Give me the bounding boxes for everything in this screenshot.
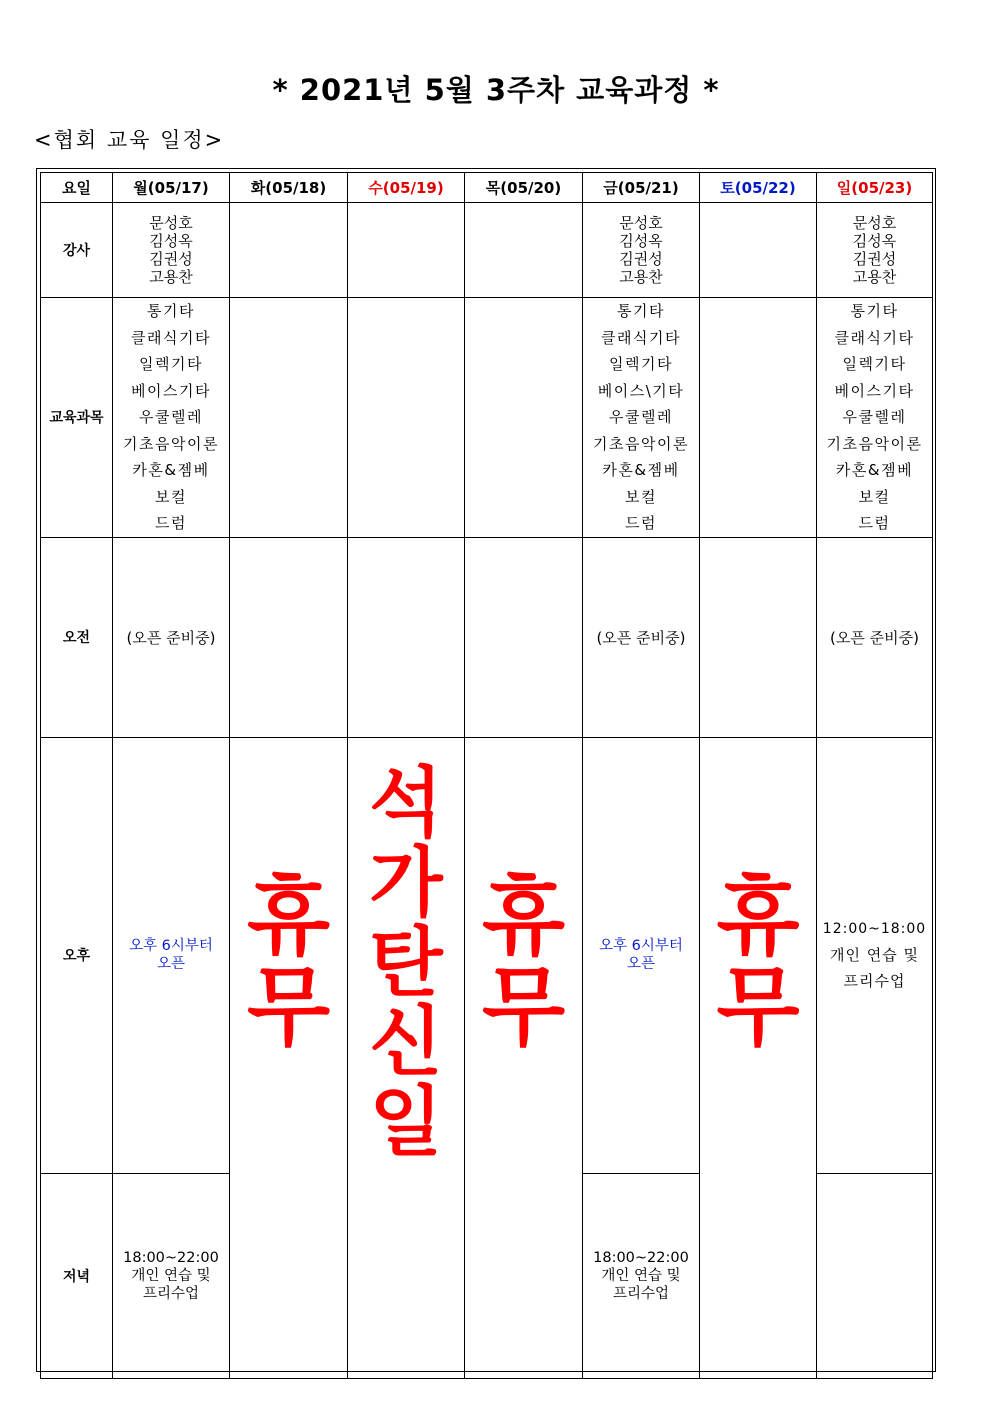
courses-row <box>41 298 933 538</box>
empty-cell <box>230 298 348 538</box>
empty-cell <box>465 203 583 298</box>
afternoon-fri: 오후 6시부터 오픈 <box>583 737 700 1173</box>
afternoon-sun: 12:00~18:00 개인 연습 및 프리수업 <box>817 737 933 1173</box>
empty-cell <box>348 298 465 538</box>
courses-sun: 통기타 클래식기타 일렉기타 베이스기타 우쿨렐레 기초음악이론 카혼&젬베 보컬 드럼 <box>817 298 933 538</box>
morning-sun: (오픈 준비중) <box>817 537 933 737</box>
empty-cell <box>817 1173 933 1378</box>
empty-cell <box>700 298 817 538</box>
row-label-courses: 교육과목 <box>41 298 113 538</box>
row-label-morning: 오전 <box>41 537 113 737</box>
holiday-wed: 석 가 탄 신 일 <box>348 737 465 1378</box>
header-tue: 화(05/18) <box>230 173 348 203</box>
afternoon-row <box>41 737 933 1173</box>
page-title: * 2021년 5월 3주차 교육과정 * <box>272 73 720 107</box>
empty-cell <box>230 203 348 298</box>
instructors-sun: 문성호 김성옥 김권성 고용찬 <box>817 203 933 298</box>
empty-cell <box>230 537 348 737</box>
header-sun: 일(05/23) <box>817 173 933 203</box>
evening-mon: 18:00~22:00 개인 연습 및 프리수업 <box>113 1173 230 1378</box>
empty-cell <box>465 537 583 737</box>
header-sat: 토(05/22) <box>700 173 817 203</box>
courses-fri: 통기타 클래식기타 일렉기타 베이스\기타 우쿨렐레 기초음악이론 카혼&젬베 보컬 드럼 <box>583 298 700 538</box>
header-day: 요일 <box>41 173 113 203</box>
courses-mon: 통기타 클래식기타 일렉기타 베이스기타 우쿨렐레 기초음악이론 카혼&젬베 보컬 드럼 <box>113 298 230 538</box>
section-subtitle: <협회 교육 일정> <box>34 128 225 152</box>
closed-thu: 휴 무 <box>465 737 583 1378</box>
empty-cell <box>348 537 465 737</box>
empty-cell <box>700 203 817 298</box>
closed-tue: 휴 무 <box>230 737 348 1378</box>
row-label-instructor: 강사 <box>41 203 113 298</box>
empty-cell <box>348 203 465 298</box>
schedule-table <box>40 172 933 1379</box>
empty-cell <box>465 298 583 538</box>
header-thu: 목(05/20) <box>465 173 583 203</box>
row-label-afternoon: 오후 <box>41 737 113 1173</box>
evening-fri: 18:00~22:00 개인 연습 및 프리수업 <box>583 1173 700 1378</box>
instructor-row <box>41 203 933 298</box>
header-mon: 월(05/17) <box>113 173 230 203</box>
instructors-mon: 문성호 김성옥 김권성 고용찬 <box>113 203 230 298</box>
instructors-fri: 문성호 김성옥 김권성 고용찬 <box>583 203 700 298</box>
header-fri: 금(05/21) <box>583 173 700 203</box>
afternoon-mon: 오후 6시부터 오픈 <box>113 737 230 1173</box>
empty-cell <box>700 537 817 737</box>
row-label-evening: 저녁 <box>41 1173 113 1378</box>
morning-fri: (오픈 준비중) <box>583 537 700 737</box>
header-wed: 수(05/19) <box>348 173 465 203</box>
morning-mon: (오픈 준비중) <box>113 537 230 737</box>
header-row <box>41 173 933 203</box>
closed-sat: 휴 무 <box>700 737 817 1378</box>
morning-row <box>41 537 933 737</box>
